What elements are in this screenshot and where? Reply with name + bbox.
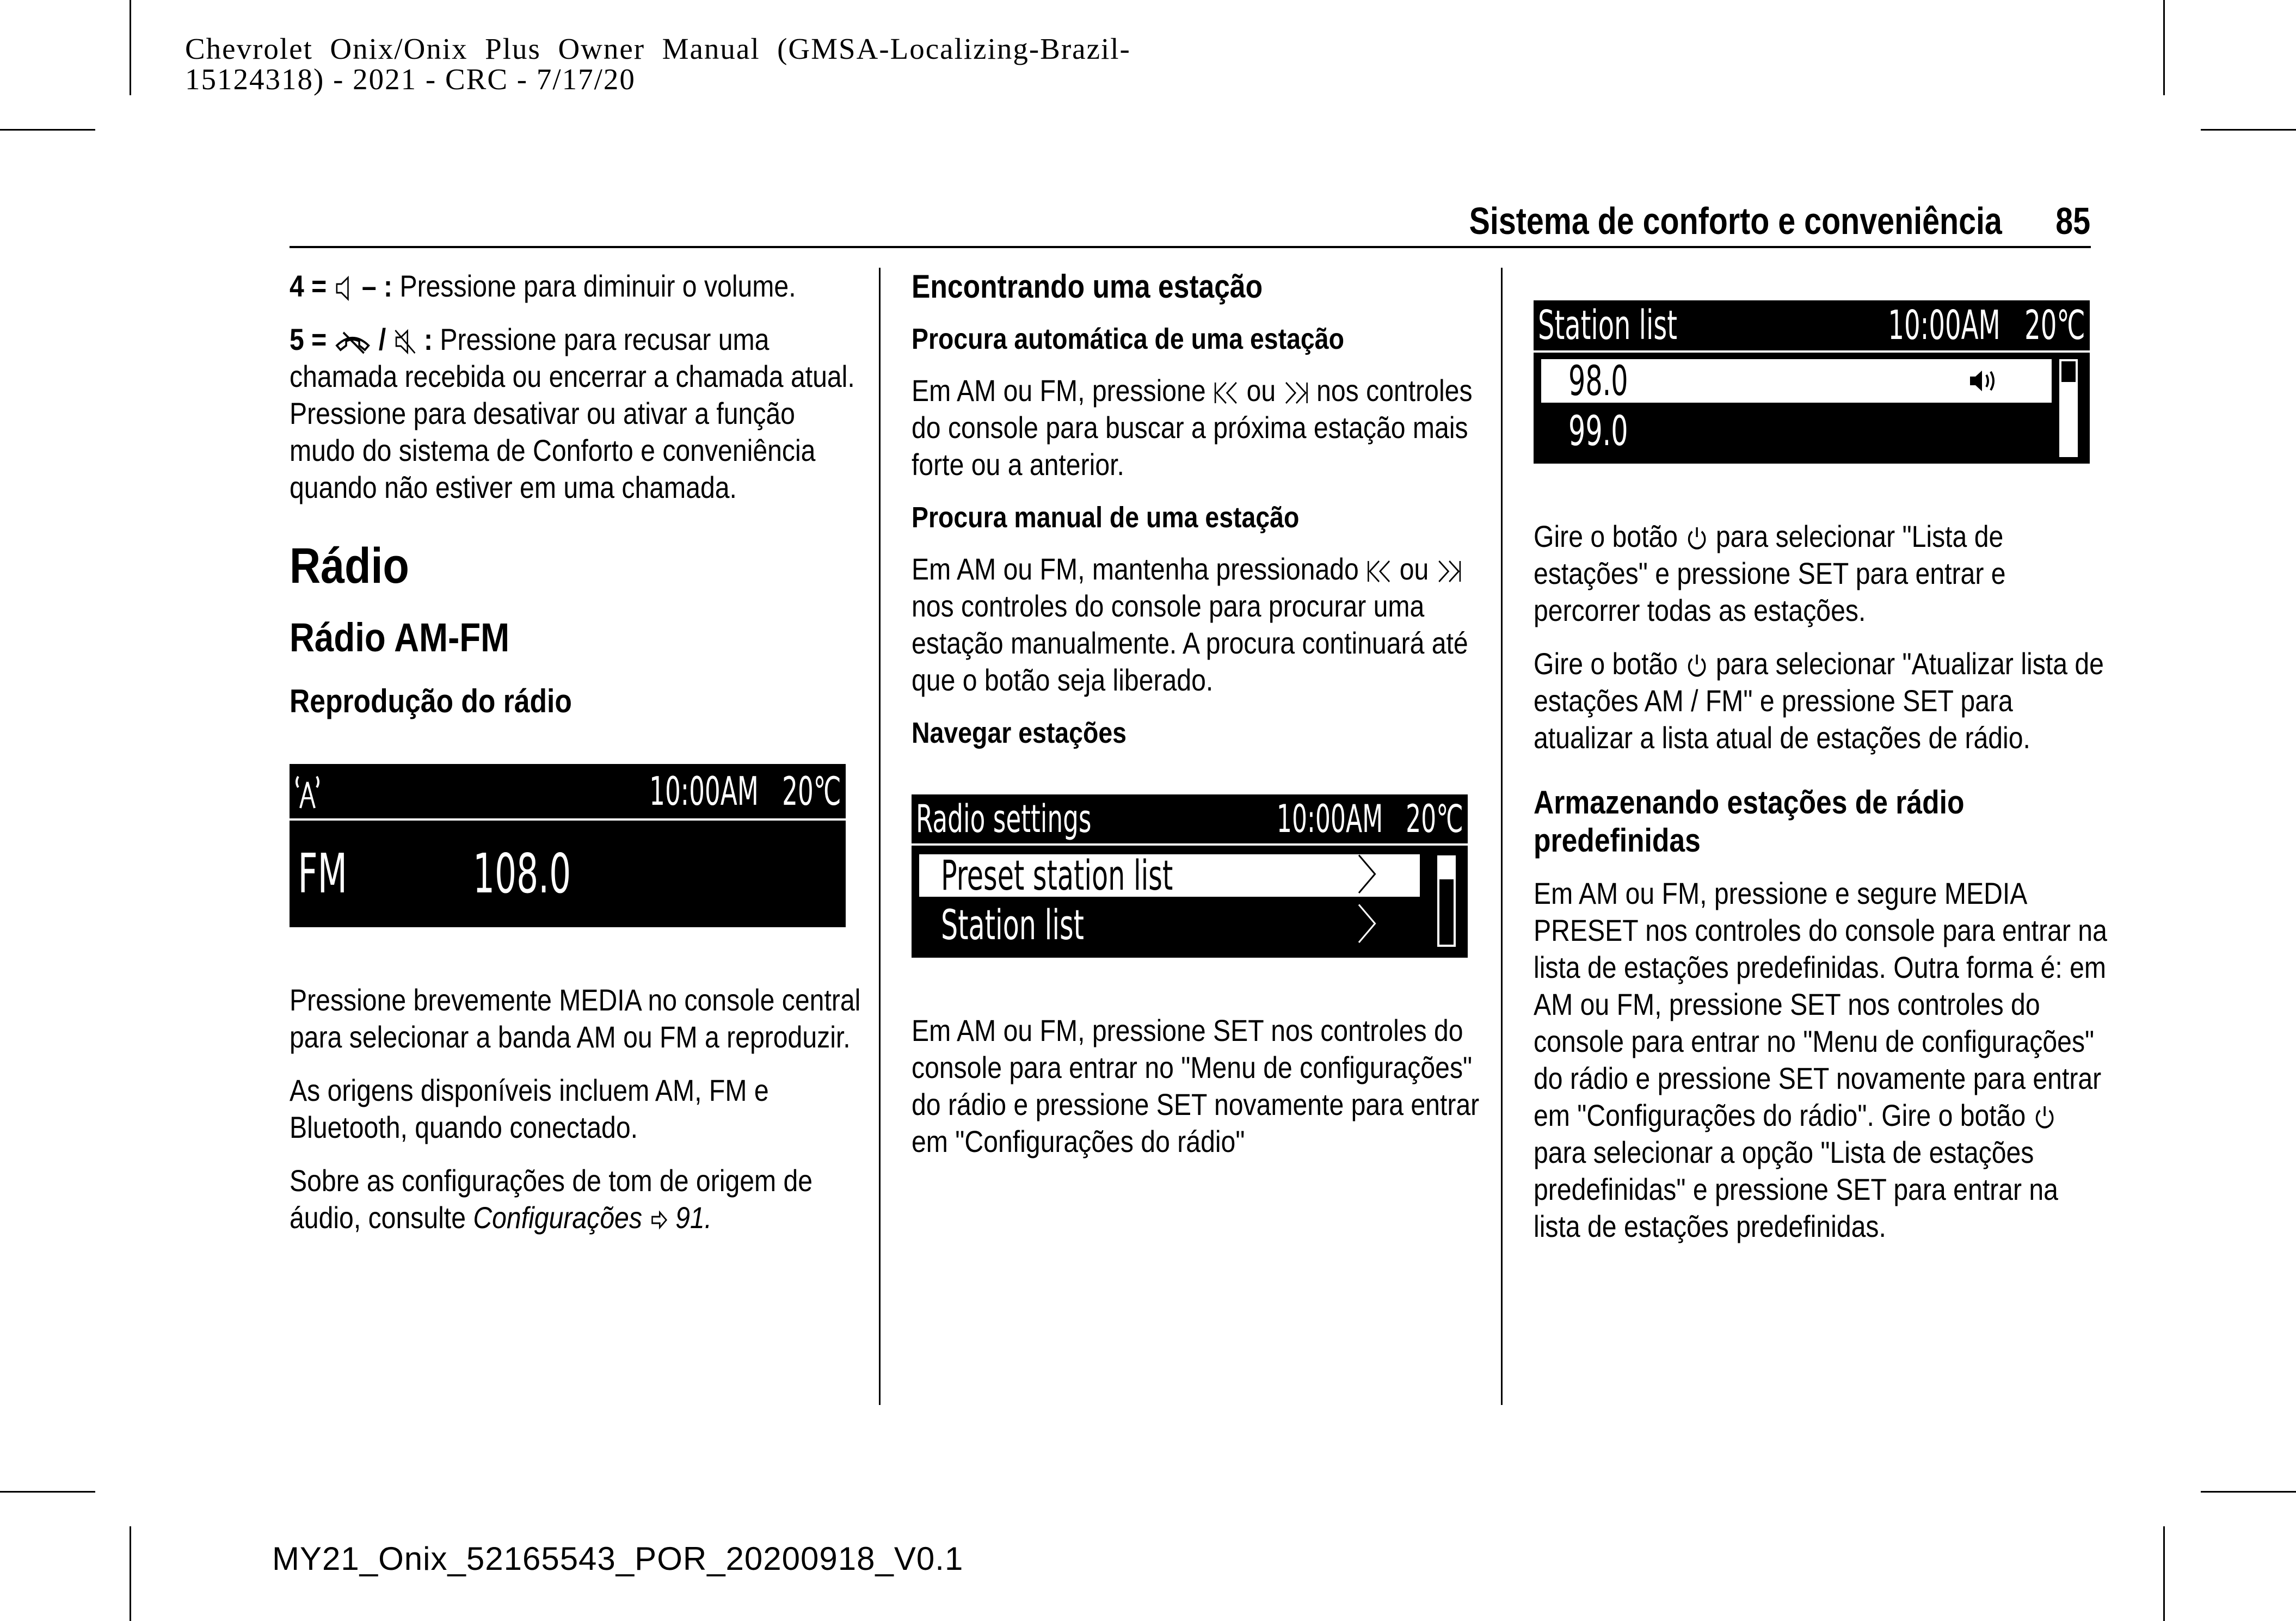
item-5: [290, 321, 865, 506]
chevron-right-icon: 〉: [1357, 851, 1398, 899]
document-header-line1: Chevrolet Onix/Onix Plus Owner Manual (GMSA-Localizing-Brazil-: [185, 32, 1131, 65]
display-divider: [912, 843, 1468, 846]
column-1: [290, 268, 866, 1253]
menu-item-label: Preset station list: [941, 851, 1173, 899]
paragraph: As origens disponíveis incluem AM, FM e Bluetooth, quando conectado.: [290, 1073, 769, 1144]
item-5-key: 5 =: [290, 322, 327, 356]
column-2: [912, 268, 1488, 1176]
item-5-separator: /: [378, 322, 386, 356]
clock: 10:00AM: [1277, 797, 1383, 841]
paragraph: Em AM ou FM, mantenha pressionado ou nos controles do console para procurar uma estação manualmente. A procura continuará até que o botão seja liberado.: [912, 552, 1468, 697]
volume-down-icon: [334, 275, 355, 302]
running-head: [1469, 199, 2090, 243]
menu-item-label: Station list: [941, 901, 1084, 949]
radio-settings-display: [912, 794, 1468, 958]
item-4-key: 4 =: [290, 269, 327, 303]
crop-mark: [2201, 1491, 2296, 1493]
heading-armazenando: Armazenando estações de rádio predefinidas: [1534, 784, 1965, 859]
paragraph: Em AM ou FM, pressione SET nos controles do console para entrar no "Menu de configurações" do rádio e pressione SET novamente para entrar em "Configurações do rádio": [912, 1013, 1480, 1158]
paragraph: Em AM ou FM, pressione ou nos controles do console para buscar a próxima estação mais forte ou a anterior.: [912, 373, 1473, 482]
station-list-display: [1534, 300, 2090, 464]
rotary-knob-icon: [2033, 1104, 2057, 1131]
page-arrow-icon: [649, 1209, 668, 1231]
menu-item-preset-station-list[interactable]: [919, 851, 1420, 899]
heading-reproducao: Reprodução do rádio: [290, 683, 572, 719]
seek-back-icon: [1213, 379, 1239, 406]
item-5-text: Pressione para recusar uma chamada recebida ou encerrar a chamada atual. Pressione para desativar ou ativar a função mudo do sistema de Conforto e conveniência quando não estiver em uma chamada.: [290, 322, 855, 504]
heading-navegar: Navegar estações: [912, 717, 1127, 749]
end-call-icon: [334, 328, 372, 355]
clock: 10:00AM: [1888, 302, 2000, 349]
band-label: FM: [298, 842, 347, 905]
chevron-right-icon: 〉: [1357, 901, 1398, 949]
paragraph-see-also: Sobre as configurações de tom de origem de áudio, consulte Configurações 91.: [290, 1163, 813, 1235]
temperature: 20℃: [2024, 302, 2085, 349]
seek-forward-icon: [1436, 558, 1462, 585]
item-5-colon: :: [424, 322, 433, 356]
heading-procura-automatica: Procura automática de uma estação: [912, 323, 1344, 355]
station-frequency: 99.0: [1568, 406, 1628, 455]
crop-mark: [2163, 1526, 2165, 1621]
crop-mark: [130, 1526, 131, 1621]
document-header: [185, 34, 1273, 95]
station-frequency: 98.0: [1568, 356, 1628, 405]
heading-radio-am-fm: Rádio AM-FM: [290, 615, 510, 660]
frequency: 108.0: [472, 842, 571, 905]
paragraph: Em AM ou FM, pressione e segure MEDIA PRESET nos controles do console para entrar na lista de estações predefinidas. Outra forma é: em AM ou FM, pressione SET nos controles do console para entrar no "Menu de configurações" do rádio e pressione SET novamente para entrar em "Configurações do rádio". Gire o botão para selecionar a opção "Lista de estações predefinidas" e pressione SET para entrar na lista de estações predefinidas.: [1534, 876, 2107, 1243]
crop-mark: [0, 129, 95, 131]
temperature: 20℃: [782, 768, 841, 814]
scrollbar-thumb[interactable]: [1439, 858, 1454, 879]
paragraph: Gire o botão para selecionar "Lista de estações" e pressione SET para entrar e percorrer todas as estações.: [1534, 519, 2006, 627]
item-4-separator: – :: [361, 269, 393, 303]
rotary-knob-icon: [1685, 525, 1708, 552]
paragraph: Pressione brevemente MEDIA no console central para selecionar a banda AM ou FM a reproduzir.: [290, 983, 861, 1054]
station-item[interactable]: [1541, 406, 2052, 455]
running-head-rule: [290, 246, 2091, 248]
page-number: 85: [2055, 200, 2090, 242]
item-4-text: Pressione para diminuir o volume.: [399, 269, 796, 303]
station-item-selected[interactable]: [1541, 356, 2052, 405]
temperature: 20℃: [1406, 797, 1463, 841]
seek-forward-icon: [1283, 379, 1309, 406]
antenna-icon: [294, 772, 321, 810]
column-3: [1534, 268, 2110, 1261]
screen-title: Station list: [1538, 302, 1678, 349]
crop-mark: [2163, 0, 2165, 95]
heading-procura-manual: Procura manual de uma estação: [912, 501, 1300, 534]
item-4: [290, 268, 865, 305]
crop-mark: [130, 0, 131, 95]
seek-back-icon: [1366, 558, 1392, 585]
menu-item-station-list[interactable]: [919, 903, 1420, 947]
crop-mark: [0, 1491, 95, 1493]
section-title: Sistema de conforto e conveniência: [1469, 200, 2002, 242]
scrollbar-thumb[interactable]: [2061, 382, 2076, 455]
column-divider: [1501, 268, 1503, 1405]
clock: 10:00AM: [649, 768, 759, 814]
document-header-line2: 15124318) - 2021 - CRC - 7/17/20: [185, 63, 636, 96]
cross-reference-page[interactable]: 91.: [675, 1200, 712, 1235]
column-divider: [879, 268, 881, 1405]
speaker-playing-icon: [1967, 367, 1997, 395]
rotary-knob-icon: [1685, 652, 1708, 680]
paragraph: Gire o botão para selecionar "Atualizar lista de estações AM / FM" e pressione SET para atualizar a lista atual de estações de rádio.: [1534, 646, 2104, 755]
heading-encontrando: Encontrando uma estação: [912, 268, 1263, 305]
crop-mark: [2201, 129, 2296, 131]
radio-display: [290, 764, 846, 927]
cross-reference-link[interactable]: Configurações: [473, 1200, 642, 1235]
heading-radio: Rádio: [290, 538, 409, 594]
display-divider: [1534, 350, 2090, 353]
screen-title: Radio settings: [916, 797, 1092, 841]
footer-code: MY21_Onix_52165543_POR_20200918_V0.1: [272, 1540, 964, 1577]
mute-icon: [393, 328, 417, 355]
